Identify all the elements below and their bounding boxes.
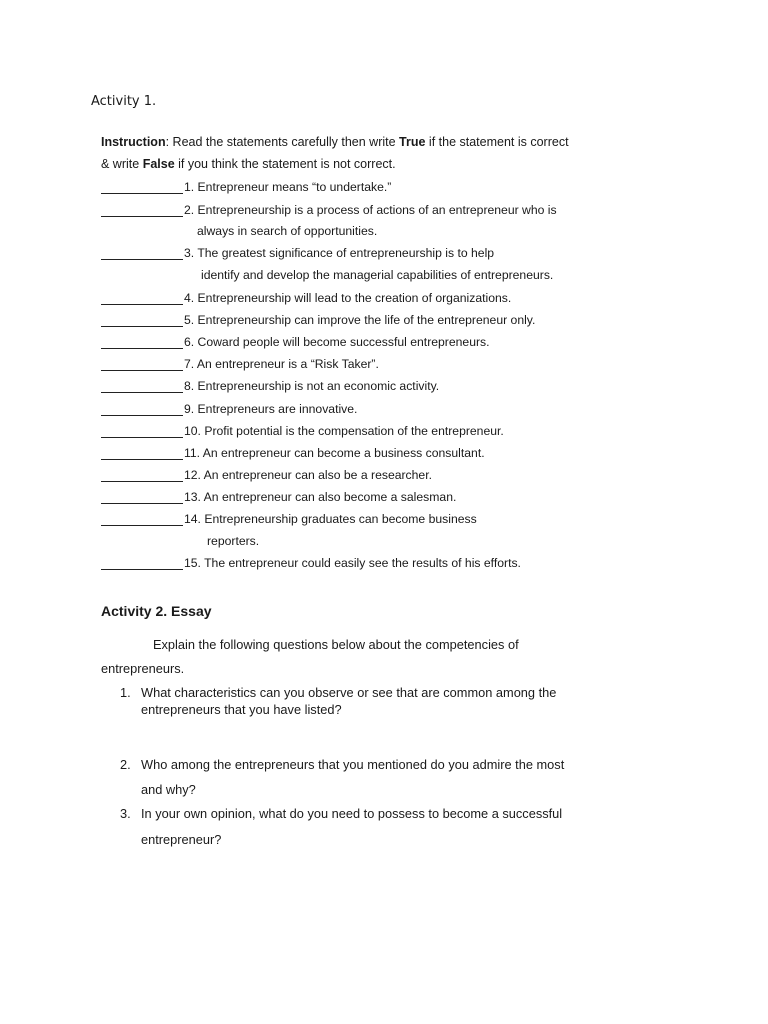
- list-item: [101, 335, 490, 349]
- statement-text: 1. Entrepreneur means “to undertake.”: [184, 180, 392, 194]
- list-item: [101, 512, 477, 526]
- statement-text: 5. Entrepreneurship can improve the life of the entrepreneur only.: [184, 313, 536, 327]
- instruction-text-1: : Read the statements carefully then write: [165, 135, 400, 149]
- statement-text: 13. An entrepreneur can also become a salesman.: [184, 490, 457, 504]
- answer-blank[interactable]: [101, 181, 183, 194]
- statement-continuation: identify and develop the managerial capabilities of entrepreneurs.: [201, 268, 554, 282]
- essay-intro-line-1: Explain the following questions below about the competencies of: [153, 637, 519, 652]
- list-item: [101, 379, 439, 393]
- activity-1-title: Activity 1.: [91, 94, 157, 109]
- answer-blank[interactable]: [101, 292, 183, 305]
- answer-blank[interactable]: [101, 247, 183, 260]
- answer-blank[interactable]: [101, 403, 183, 416]
- question-text-continuation: entrepreneur?: [141, 832, 222, 847]
- statement-text: 9. Entrepreneurs are innovative.: [184, 402, 358, 416]
- statement-text: 10. Profit potential is the compensation of the entrepreneur.: [184, 424, 504, 438]
- answer-blank[interactable]: [101, 314, 183, 327]
- answer-blank[interactable]: [101, 380, 183, 393]
- question-number: 1.: [120, 685, 131, 700]
- instruction-label: Instruction: [101, 135, 166, 149]
- question-text: What characteristics can you observe or see that are common among the: [141, 685, 557, 700]
- list-item: [101, 246, 494, 260]
- list-item: [101, 490, 456, 504]
- answer-blank[interactable]: [101, 469, 183, 482]
- list-item: [101, 424, 504, 438]
- answer-blank[interactable]: [101, 447, 183, 460]
- list-item: [101, 446, 485, 460]
- answer-blank[interactable]: [101, 513, 183, 526]
- list-item: [101, 203, 557, 217]
- false-keyword: False: [142, 157, 175, 171]
- statement-text: 8. Entrepreneurship is not an economic activity.: [184, 379, 440, 393]
- answer-blank[interactable]: [101, 557, 183, 570]
- statement-text: 11. An entrepreneur can become a business consultant.: [184, 446, 485, 460]
- statement-text: 12. An entrepreneur can also be a researcher.: [184, 468, 432, 482]
- list-item: [101, 468, 432, 482]
- question-text-continuation: entrepreneurs that you have listed?: [141, 702, 342, 717]
- question-text: Who among the entrepreneurs that you mentioned do you admire the most: [141, 757, 565, 772]
- essay-intro-line-2: entrepreneurs.: [101, 661, 185, 676]
- list-item: [101, 180, 391, 194]
- answer-blank[interactable]: [101, 491, 183, 504]
- instruction-text-4: if you think the statement is not correct.: [174, 157, 396, 171]
- activity-2-title: Activity 2. Essay: [101, 603, 212, 619]
- answer-blank[interactable]: [101, 425, 183, 438]
- statement-text: 6. Coward people will become successful entrepreneurs.: [184, 335, 490, 349]
- list-item: [101, 291, 511, 305]
- list-item: [101, 402, 357, 416]
- true-keyword: True: [399, 135, 426, 149]
- instruction-line-2: [101, 157, 396, 171]
- statement-continuation: reporters.: [207, 534, 260, 548]
- list-item: [101, 313, 535, 327]
- question-text-continuation: and why?: [141, 782, 196, 797]
- statement-text: 7. An entrepreneur is a “Risk Taker”.: [184, 357, 379, 371]
- instruction-text-2: if the statement is correct: [425, 135, 569, 149]
- list-item: [101, 556, 521, 570]
- statement-text: 15. The entrepreneur could easily see the results of his efforts.: [184, 556, 521, 570]
- question-text: In your own opinion, what do you need to possess to become a successful: [141, 806, 563, 821]
- statement-text: 4. Entrepreneurship will lead to the creation of organizations.: [184, 291, 512, 305]
- statement-text: 2. Entrepreneurship is a process of actions of an entrepreneur who is: [184, 203, 557, 217]
- statement-text: 3. The greatest significance of entrepreneurship is to help: [184, 246, 495, 260]
- statement-text: 14. Entrepreneurship graduates can become business: [184, 512, 477, 526]
- instruction-text-3: & write: [101, 157, 143, 171]
- answer-blank[interactable]: [101, 204, 183, 217]
- question-number: 2.: [120, 757, 131, 772]
- question-number: 3.: [120, 806, 131, 821]
- list-item: [101, 357, 379, 371]
- statement-continuation: always in search of opportunities.: [197, 224, 378, 238]
- instruction-line-1: [101, 135, 569, 149]
- answer-blank[interactable]: [101, 358, 183, 371]
- answer-blank[interactable]: [101, 336, 183, 349]
